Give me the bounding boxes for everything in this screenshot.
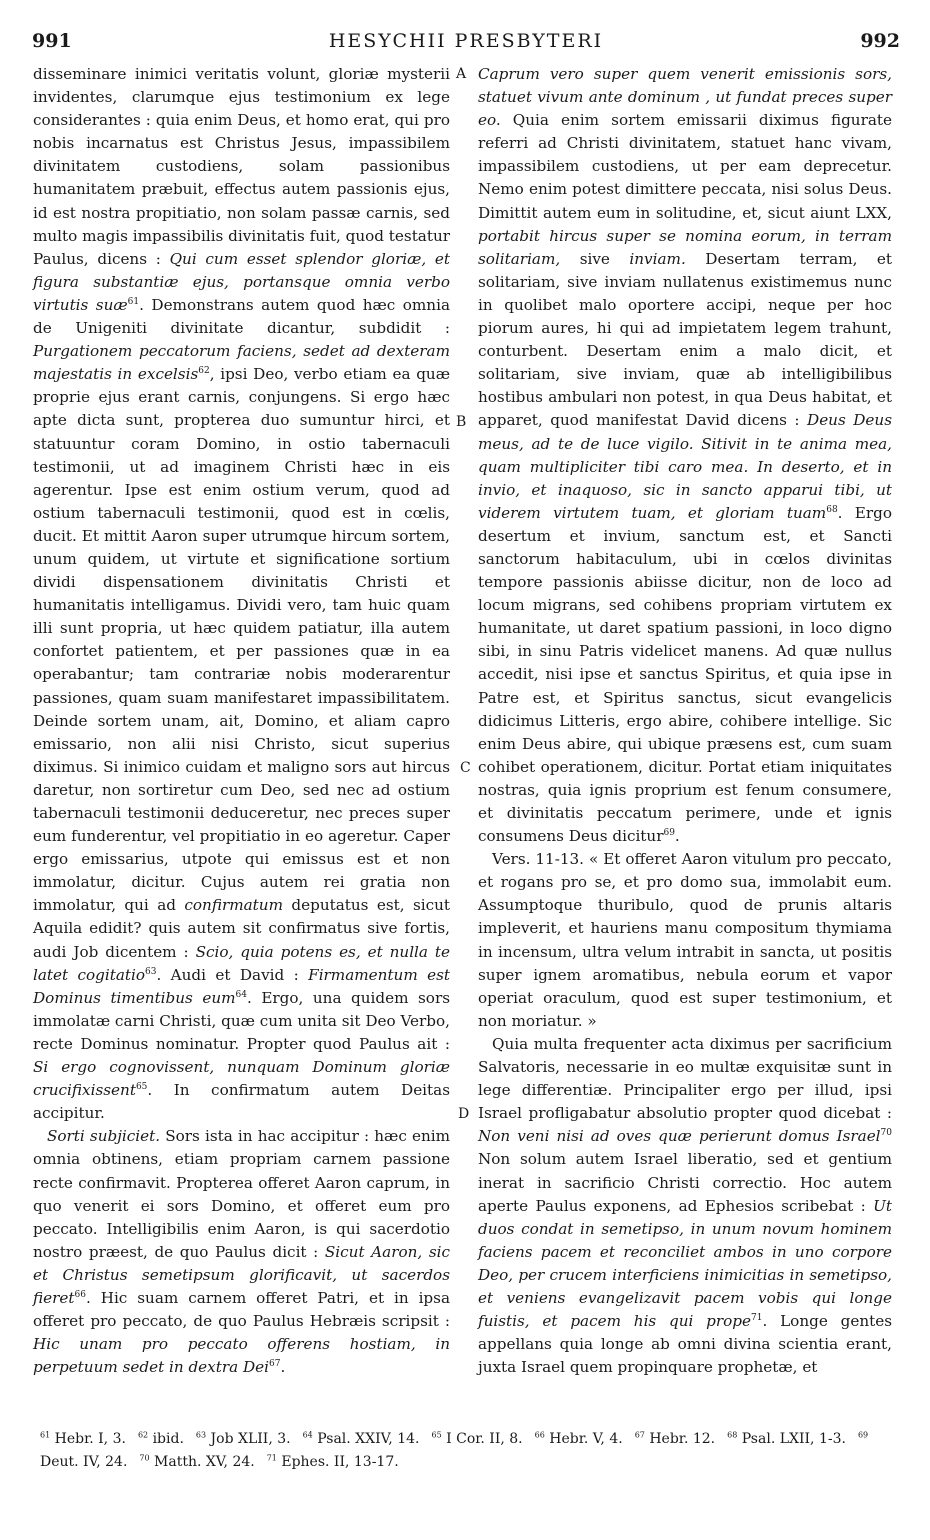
footnote-reference: Hebr. V, 4.	[544, 1430, 623, 1447]
footnote	[431, 1431, 522, 1447]
body-text: .	[280, 1358, 286, 1377]
footnote-reference: Hebr. 12.	[644, 1430, 716, 1447]
footnote-reference: Ephes. II, 13-17.	[276, 1454, 399, 1471]
footnote-number: 69	[857, 1430, 869, 1439]
footnote-number: 71	[266, 1453, 277, 1463]
italic-text: portabit hircus super se nomina eorum, in terram solitariam,	[478, 226, 892, 268]
footnotes	[40, 1425, 900, 1472]
page-number-left: 991	[32, 30, 72, 52]
footnote-ref: 63	[145, 966, 157, 977]
footnote	[303, 1431, 420, 1447]
body-text: Vers. 11-13. « Et offeret Aaron vitulum pro peccato, et rogans pro se, et pro domo sua, immolabit eum. Assumptoque thuribulo, quod de prunis altaris impleverit, et hauriens manu compositum thymiama in incensum, ultra velum intrabit in sancta, ut positis super ignem aromatibus, nebula eorum et vapor operiat oraculum, quod est super testimonium, et non moriatur. »	[478, 850, 892, 1030]
footnote-ref: 69	[663, 828, 675, 839]
page-header	[32, 30, 900, 60]
footnote-number: 61	[40, 1430, 51, 1439]
footnote-ref: 70	[880, 1128, 892, 1139]
italic-text: Firmamentum est Dominus timentibus eum	[33, 965, 450, 1007]
body-text: sive	[579, 249, 610, 268]
footnote	[267, 1454, 399, 1470]
footnote-reference: I Cor. II, 8.	[441, 1430, 523, 1447]
footnote	[139, 1454, 254, 1470]
italic-text: Qui cum esset splendor gloriæ, et figura substantiæ ejus, portansque omnia verbo virtutis suæ	[33, 249, 450, 314]
footnote-number: 64	[302, 1430, 313, 1439]
margin-marker: B	[456, 414, 467, 430]
paragraph	[33, 1125, 450, 1379]
footnote-ref: 71	[751, 1313, 763, 1323]
footnote-ref: 62	[198, 366, 210, 377]
footnote-number: 63	[195, 1430, 207, 1439]
body-text: , ipsi Deo, verbo etiam ea quæ proprie ejus erant carnis, conjungens. Si ergo hæc apte dicta sunt, propterea duo sumuntur hirci, et statuuntur coram Domino, in ostio tabernaculi testimonii, ut ad imaginem Christi hæc in eis agerentur. Ipse est enim ostium verum, quod ad ostium tabernaculi testimonii, quod est in cœlis, ducit. Et mittit Aaron super utrumque hircum sortem, unum quidem, ut virtute et significatione sortium dividi dispensationem divinitatis Christi et humanitatis intelligamus. Dividi vero, tam huic quam illi sunt propria, ut hæc quidem patiatur, illa autem confortet patientem, et per passiones quæ in ea operabantur; tam contrariæ nobis moderarentur passiones, quam suam manifestaret impassibilitatem. Deinde sortem unam, ait, Domino, et aliam capro emissario, non alii nisi Christo, sicut superius diximus. Si inimico cuidam et maligno sors aut hircus daretur, non sortiretur cum Deo, sed nec ad ostium tabernaculi testimonii deduceretur, nec preces super eum funderentur, vel propitiatio in eo ageretur. Caper ergo emissarius, utpote qui emissus est et non immolatur, dicitur. Cujus autem rei gratia non immolatur, qui ad	[33, 365, 450, 915]
body-text: Quia multa frequenter acta diximus per sacrificium Salvatoris, necessarie in eo multæ exquisitæ sunt in lege differentiæ. Principaliter ergo per illud, ipsi Israel profligabatur absolutio propter quod dicebat :	[478, 1034, 892, 1123]
body-text: . Ergo desertum et invium, sanctum est, et Sancti sanctorum habitaculum, ubi in cœlos divinitas tempore passionis abiisse dicitur, non de loco ad locum migrans, sed cohibens propriam virtutem ex humanitate, ut daret spatium passioni, in loco digno sibi, in sinu Patris videlicet manens. Ad quæ nullus accedit, nisi ipse et sanctus Spiritus, et quia ipse in Patre est, et Spiritus sanctus, sicut evangelicis didicimus Litteris, ergo abire, cohibere intellige. Sic enim Deus abire, qui ubique præsens est, cum suam cohibet operationem, dicitur. Portat etiam iniquitates nostras, quia ignis proprium est fenum consumere, et divinitatis peccatum perimere, unde et ignis consumens Deus dicitur	[478, 503, 893, 846]
italic-text: Sicut Aaron, sic et Christus semetipsum glorificavit, ut sacerdos fieret	[33, 1242, 450, 1307]
left-column	[33, 63, 450, 1379]
footnote-reference: Deut. IV, 24.	[40, 1454, 128, 1471]
footnote-reference: Hebr. I, 3.	[50, 1430, 126, 1447]
footnote-ref: 68	[826, 504, 838, 515]
margin-marker: D	[458, 1106, 470, 1122]
footnote-ref: 66	[74, 1289, 86, 1300]
body-text: Quia enim sortem emissarii diximus figurate referri ad Christi divinitatem, statuet hanc vivam, impassibilem custodiens, ut per eam deprecetur. Nemo enim potest dimittere peccata, nisi solus Deus. Dimittit autem eum in solitudine, et, sicut aiunt LXX,	[478, 111, 892, 222]
italic-text: Non veni nisi ad oves quæ perierunt domus Israel	[478, 1127, 881, 1146]
footnote-number: 62	[137, 1430, 149, 1439]
footnote-reference: Psal. XXIV, 14.	[312, 1430, 420, 1447]
body-text: . In confirmatum autem Deitas accipitur.	[33, 1081, 450, 1123]
paragraph	[478, 1033, 892, 1379]
italic-text: Deus Deus meus, ad te de luce vigilo. Sitivit in te anima mea, quam multipliciter tibi caro mea. In deserto, et in invio, et inaquoso, sic in sancto apparui tibi, ut viderem virtutem tuam, et gloriam tuam	[478, 411, 892, 522]
italic-text: Sorti subjiciet.	[47, 1127, 161, 1146]
body-text: . Audi et David :	[156, 965, 299, 984]
footnote-reference: ibid.	[148, 1430, 184, 1447]
paragraph	[478, 848, 892, 1033]
body-text: deputatus est, sicut Aquila edidit? quis autem sit confirmatus sive fortis, audi Job dicentem :	[33, 896, 451, 961]
italic-text: Si ergo cognovissent, nunquam Dominum gloriæ crucifixissent	[33, 1058, 450, 1100]
margin-marker: C	[460, 760, 471, 776]
footnote	[635, 1431, 715, 1447]
footnote-ref: 67	[269, 1359, 281, 1370]
body-text: Non solum autem Israel liberatio, sed et gentium inerat in sacrificio Christi correctio. Hoc autem aperte Paulus exponens, ad Ephesios scribebat :	[478, 1150, 892, 1215]
paragraph	[33, 63, 450, 1125]
footnote-number: 65	[431, 1430, 442, 1439]
italic-text: Ut duos condat in semetipso, in unum novum hominem faciens pacem et reconciliet ambos in uno corpore Deo, per crucem interficiens inimicitias in semetipso, et veniens evangelizavit pacem vobis qui longe fuistis, et pacem his qui prope	[478, 1196, 892, 1331]
body-text: . Longe gentes appellans quia longe ab omni divina scientia erant, juxta Israel quem propinquare prophetæ, et	[478, 1312, 892, 1377]
body-text: disseminare inimici veritatis volunt, gloriæ mysterii invidentes, clarumque ejus testimonium ex lege considerantes : quia enim Deus, et homo erat, qui pro nobis incarnatus est Christus Jesus, impassibilem divinitatem custodiens, solam passionibus humanitatem præbuit, effectus autem passionis ejus, id est nostra propitiatio, non solam passæ carnis, sed multo magis impassibilis divinitatis fuit, quod testatur Paulus, dicens :	[33, 65, 450, 268]
italic-text: inviam.	[629, 249, 686, 268]
footnote	[196, 1431, 291, 1447]
footnote-reference: Job XLII, 3.	[206, 1430, 291, 1447]
footnote	[535, 1431, 623, 1447]
body-text: . Hic suam carnem offeret Patri, et in ipsa offeret pro peccato, de quo Paulus Hebræis scripsit :	[33, 1288, 450, 1331]
footnote	[727, 1431, 846, 1447]
footnote-reference: Psal. LXII, 1-3.	[737, 1430, 846, 1447]
footnote-reference: Matth. XV, 24.	[149, 1454, 255, 1471]
footnote-number: 70	[139, 1453, 150, 1463]
footnote-ref: 65	[135, 1082, 148, 1093]
body-text: .	[674, 827, 680, 846]
italic-text: confirmatum	[184, 896, 283, 915]
body-text: Sors ista in hac accipitur : hæc enim omnia obtinens, etiam propriam carnem passione recte confirmavit. Propterea offeret Aaron caprum, in quo venerit ei sors Domino, et offeret eum pro peccato. Intelligibilis enim Aaron, is qui sacerdotio nostro præest, de quo Paulus dicit :	[33, 1127, 450, 1261]
italic-text: Caprum vero super quem venerit emissionis sors, statuet vivum ante dominum , ut fundat preces super eo.	[478, 65, 892, 130]
footnote-ref: 61	[127, 296, 140, 307]
italic-text: Scio, quia potens es, et nulla te latet cogitatio	[33, 942, 450, 984]
body-text: Desertam terram, et solitariam, sive inviam nullatenus existimemus nunc in quolibet malo oportere accipi, neque per hoc piorum aures, hi qui ad impietatem legem trahunt, conturbent. Desertam enim a malo dicit, et solitariam, sive inviam, quæ ab intelligibilibus hostibus ambulari non potest, in qua Deus habitat, et apparet, quod manifestat David dicens :	[478, 249, 892, 430]
body-text: . Demonstrans autem quod hæc omnia de Unigeniti divinitate dicantur, subdidit :	[33, 295, 451, 338]
footnote-number: 66	[534, 1430, 545, 1439]
footnote-ref: 64	[235, 989, 247, 1000]
page-number-right: 992	[860, 30, 900, 52]
margin-marker: A	[456, 66, 467, 82]
italic-text: Purgationem peccatorum faciens, sedet ad dexteram majestatis in excelsis	[33, 342, 450, 384]
paragraph	[478, 63, 892, 848]
footnote-number: 67	[634, 1430, 645, 1439]
running-title: HESYCHII PRESBYTERI	[328, 30, 604, 52]
right-column	[478, 63, 892, 1379]
footnote	[40, 1431, 126, 1447]
italic-text: Hic unam pro peccato offerens hostiam, in perpetuum sedet in dextra Dei	[33, 1335, 450, 1377]
footnote-number: 68	[727, 1430, 738, 1439]
footnote	[138, 1431, 184, 1447]
body-text: . Ergo, una quidem sors immolatæ carni Christi, quæ cum unita sit Deo Verbo, recte Dominus nominatur. Propter quod Paulus ait :	[33, 988, 450, 1053]
